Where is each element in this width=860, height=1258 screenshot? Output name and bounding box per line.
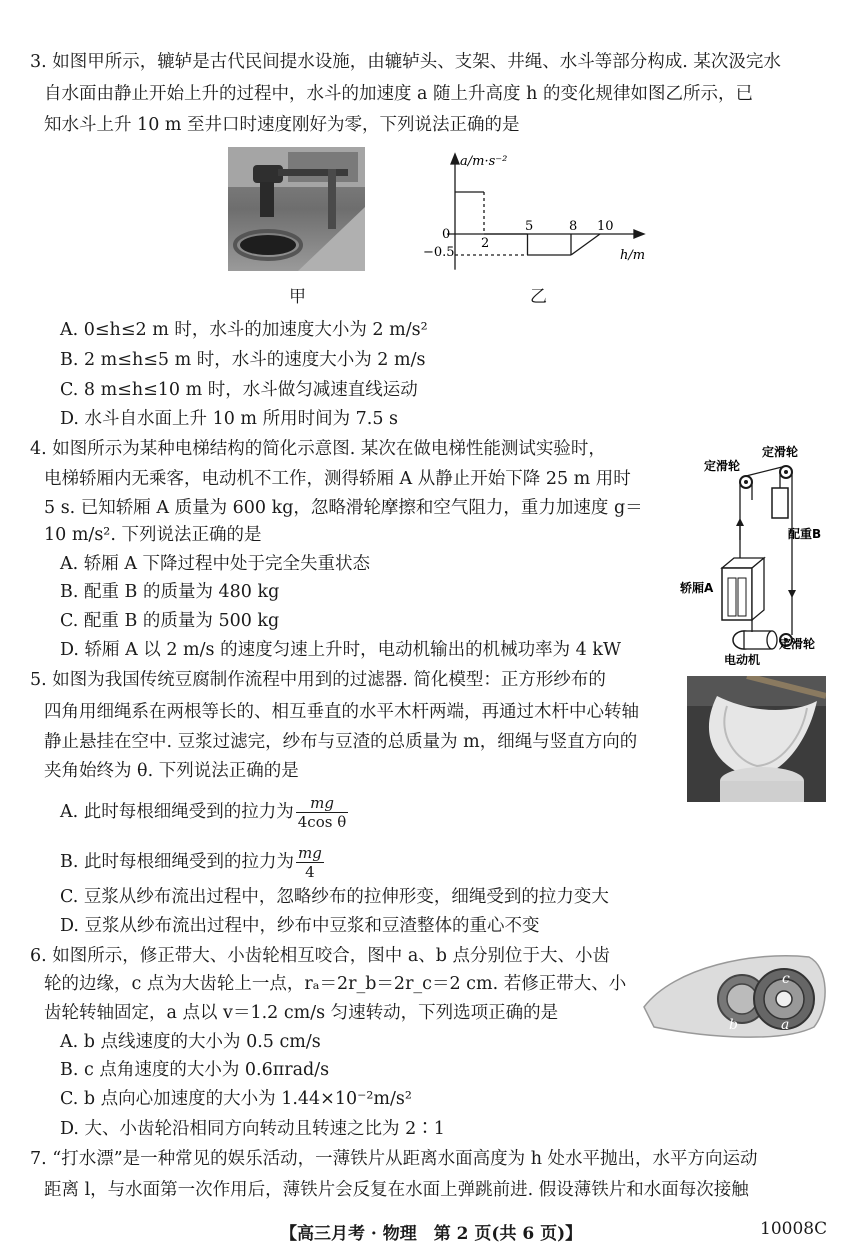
graph-tick-2: 2 [481,236,490,251]
q6-option-d: D. 大、小齿轮沿相同方向转动且转速之比为 2∶1 [60,1119,445,1139]
elevator-diagram [676,440,836,665]
q4-option-c: C. 配重 B 的质量为 500 kg [60,611,280,631]
q4-line-2: 电梯轿厢内无乘客，电动机不工作，测得轿厢 A 从静止开始下降 25 m 用时 [44,469,631,489]
caption-jia: 甲 [289,287,306,307]
exam-code: 10008C [760,1219,828,1239]
q5-option-a-numerator: mg [296,794,348,813]
q5-option-a-denominator: 4cos θ [297,813,347,831]
q3-line-3: 知水斗上升 10 m 至井口时速度刚好为零，下列说法正确的是 [44,115,520,135]
q4-option-d: D. 轿厢 A 以 2 m/s 的速度匀速上升时，电动机输出的机械功率为 4 kW [60,640,621,660]
q4-line-1: 4. 如图所示为某种电梯结构的简化示意图. 某次在做电梯性能测试实验时， [30,439,606,459]
gear-label-a: a [781,1017,790,1033]
page-footer: 【高三月考 · 物理 第 2 页(共 6 页)】 [280,1224,583,1244]
q5-option-b-denominator: 4 [305,863,315,881]
q3-line-2: 自水面由静止开始上升的过程中，水斗的加速度 a 随上升高度 h 的变化规律如图乙所示，已 [44,84,753,104]
graph-x-arrow [634,230,644,238]
gear-label-c: c [782,971,790,987]
q5-option-d: D. 豆浆从纱布流出过程中，纱布中豆浆和豆渣整体的重心不变 [60,916,540,936]
q5-line-4: 夹角始终为 θ. 下列说法正确的是 [44,761,299,781]
q6-line-3: 齿轮转轴固定，a 点以 v＝1.2 cm/s 匀速转动，下列选项正确的是 [44,1003,559,1023]
q4-option-b: B. 配重 B 的质量为 480 kg [60,582,280,602]
q5-line-2: 四角用细绳系在两根等长的、相互垂直的水平木杆两端，再通过木杆中心转轴 [44,702,639,722]
q4-option-a: A. 轿厢 A 下降过程中处于完全失重状态 [60,554,371,574]
q3-option-b: B. 2 m≤h≤5 m 时，水斗的速度大小为 2 m/s [60,350,426,370]
q3-option-c: C. 8 m≤h≤10 m 时，水斗做匀减速直线运动 [60,380,418,400]
q5-option-a-prefix: A. 此时每根细绳受到的拉力为 [60,802,294,822]
q5-option-c: C. 豆浆从纱布流出过程中，忽略纱布的拉伸形变，细绳受到的拉力变大 [60,887,609,907]
acceleration-height-graph [410,148,670,278]
graph-tick-8: 8 [569,219,578,234]
q6-option-c: C. b 点向心加速度的大小为 1.44×10⁻²m/s² [60,1089,412,1109]
q5-option-a [60,794,348,831]
q6-option-b: B. c 点角速度的大小为 0.6πrad/s [60,1060,330,1080]
graph-neg-tick: −0.5 [423,245,455,260]
graph-segment-3 [571,234,600,255]
q5-line-3: 静止悬挂在空中. 豆浆过滤完，纱布与豆渣的总质量为 m，细绳与竖直方向的 [44,732,638,752]
windlass-photo [228,147,365,271]
graph-tick-10: 10 [597,219,614,234]
caption-yi: 乙 [530,287,547,307]
q5-option-b-fraction [296,844,324,881]
gear-label-b: b [729,1017,738,1033]
graph-tick-5: 5 [525,219,534,234]
q7-line-2: 距离 l，与水面第一次作用后，薄铁片会反复在水面上弹跳前进. 假设薄铁片和水面每次接触 [44,1180,749,1200]
q7-line-1: 7. “打水漂”是一种常见的娱乐活动，一薄铁片从距离水面高度为 h 处水平抛出，水平方向运动 [30,1149,758,1169]
graph-y-arrow [451,154,459,164]
q5-option-b [60,844,324,881]
graph-xlabel: h/m [620,248,646,263]
q3-option-d: D. 水斗自水面上升 10 m 所用时间为 7.5 s [60,409,399,429]
q6-option-a: A. b 点线速度的大小为 0.5 cm/s [60,1032,321,1052]
q3-line-1: 3. 如图甲所示，辘轳是古代民间提水设施，由辘轳头、支架、井绳、水斗等部分构成. 某次汲完水 [30,52,781,72]
q4-line-3: 5 s. 已知轿厢 A 质量为 600 kg，忽略滑轮摩擦和空气阻力，重力加速度 g＝ [44,498,643,518]
label-pulley-bottom: 定滑轮 [779,637,816,651]
graph-origin: 0 [442,227,451,242]
q5-option-b-numerator: mg [298,844,322,862]
label-counterweight: 配重B [788,527,822,541]
q5-option-b-prefix: B. 此时每根细绳受到的拉力为 [60,852,294,872]
label-car: 轿厢A [680,581,714,595]
tofu-filter-photo [687,676,826,802]
q5-line-1: 5. 如图为我国传统豆腐制作流程中用到的过滤器. 简化模型：正方形纱布的 [30,670,606,690]
label-pulley-top-right: 定滑轮 [762,445,799,459]
q6-line-2: 轮的边缘，c 点为大齿轮上一点，rₐ＝2r_b＝2r_c＝2 cm. 若修正带大、小 [44,974,627,994]
q3-option-a: A. 0≤h≤2 m 时，水斗的加速度大小为 2 m/s² [60,320,428,340]
correction-tape-photo [634,947,830,1043]
q5-option-a-fraction [296,794,348,831]
q4-line-4: 10 m/s². 下列说法正确的是 [44,525,262,545]
label-motor: 电动机 [724,653,761,665]
label-pulley-top-left: 定滑轮 [704,459,741,473]
q6-line-1: 6. 如图所示，修正带大、小齿轮相互咬合，图中 a、b 点分别位于大、小齿 [30,946,611,966]
graph-ylabel: a/m·s⁻² [460,154,508,169]
